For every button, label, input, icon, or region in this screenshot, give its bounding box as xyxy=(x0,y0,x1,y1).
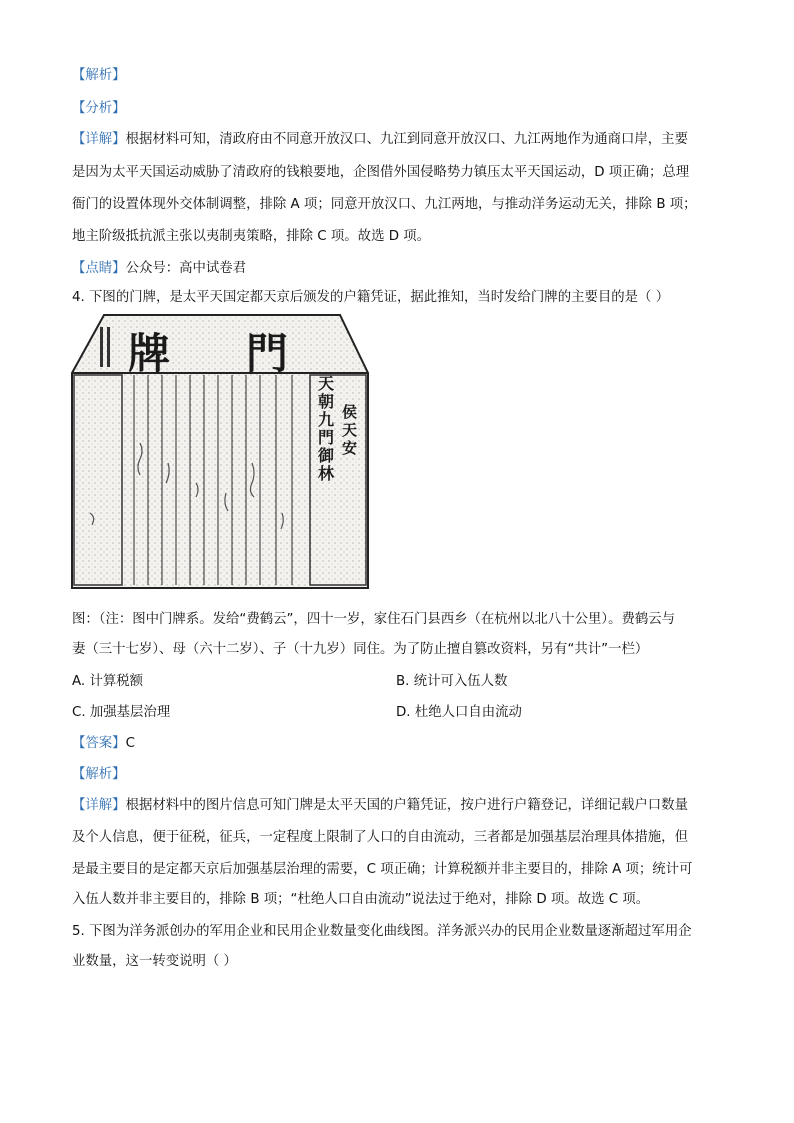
q4-note-line-2: 妻（三十七岁）、母（六十二岁）、子（十九岁）同住。为了防止擅自篡改资料，另有“共计”一栏） xyxy=(72,642,649,657)
q4-answer xyxy=(72,734,724,754)
q3-dianjing-tag: 【点睛】 xyxy=(72,261,126,276)
q3-fenxi-heading: 【分析】 xyxy=(72,101,126,116)
plate-char-pai: 牌 xyxy=(128,329,171,378)
plate-right-title: 天朝九門御林 xyxy=(318,374,335,483)
q4-jiexi-heading: 【解析】 xyxy=(72,767,126,782)
plate-char-men: 門 xyxy=(246,329,289,378)
q3-detail-line-2: 是因为太平天国运动威胁了清政府的钱粮要地，企图借外国侵略势力镇压太平天国运动，D 项正确；总理 xyxy=(72,165,690,180)
plate-right-subtitle: 侯天安 xyxy=(342,403,358,457)
q4-detail-line-2: 及个人信息，便于征税，征兵，一定程度上限制了人口的自由流动，三者都是加强基层治理具体措施，但 xyxy=(72,830,688,845)
q5-stem-line-2: 业数量，这一转变说明（ ） xyxy=(72,954,237,969)
q3-detail-line-3: 衙门的设置体现外交体制调整，排除 A 项；同意开放汉口、九江两地，与推动洋务运动无关，排除 B 项； xyxy=(72,197,697,212)
q3-detail-line-1: 【详解】根据材料可知，清政府由不同意开放汉口、九江到同意开放汉口、九江两地作为通商口岸，主要 xyxy=(72,132,688,147)
q4-option-a: A. 计算税额 xyxy=(72,674,143,689)
door-plate-figure xyxy=(70,313,370,590)
q3-detail-line-4: 地主阶级抵抗派主张以夷制夷策略，排除 C 项。故选 D 项。 xyxy=(72,229,431,244)
q3-dianjing: 【点睛】公众号：高中试卷君 xyxy=(72,261,247,276)
q4-stem: 4. 下图的门牌，是太平天国定都天京后颁发的户籍凭证，据此推知，当时发给门牌的主要目的是（ ） xyxy=(72,290,670,305)
q4-option-d: D. 杜绝人口自由流动 xyxy=(396,705,522,720)
q3-detail-tag: 【详解】 xyxy=(72,132,126,147)
q4-detail-line-4: 入伍人数并非主要目的，排除 B 项；“杜绝人口自由流动”说法过于绝对，排除 D 项。故选 C 项。 xyxy=(72,892,650,907)
q4-note-line-1: 图：（注：图中门牌系。发给“费鹤云”，四十一岁，家住石门县西乡（在杭州以北八十公里）。费鹤云与 xyxy=(72,612,676,627)
q4-detail-line-1: 【详解】根据材料中的图片信息可知门牌是太平天国的户籍凭证，按户进行户籍登记，详细记载户口数量 xyxy=(72,798,688,813)
q4-option-b: B. 统计可入伍人数 xyxy=(396,674,508,689)
q3-jiexi-heading: 【解析】 xyxy=(72,68,126,83)
q4-detail-line-3: 是最主要目的是定都天京后加强基层治理的需要，C 项正确；计算税额并非主要目的，排除 A 项；统计可 xyxy=(72,862,693,877)
q4-answer-tag: 【答案】 xyxy=(72,736,126,751)
q4-detail-tag: 【详解】 xyxy=(72,798,126,813)
q4-option-c: C. 加强基层治理 xyxy=(72,705,171,720)
q5-stem-line-1: 5. 下图为洋务派创办的军用企业和民用企业数量变化曲线图。洋务派兴办的民用企业数量逐渐超过军用企 xyxy=(72,924,692,939)
q4-answer-value: C xyxy=(125,736,135,751)
